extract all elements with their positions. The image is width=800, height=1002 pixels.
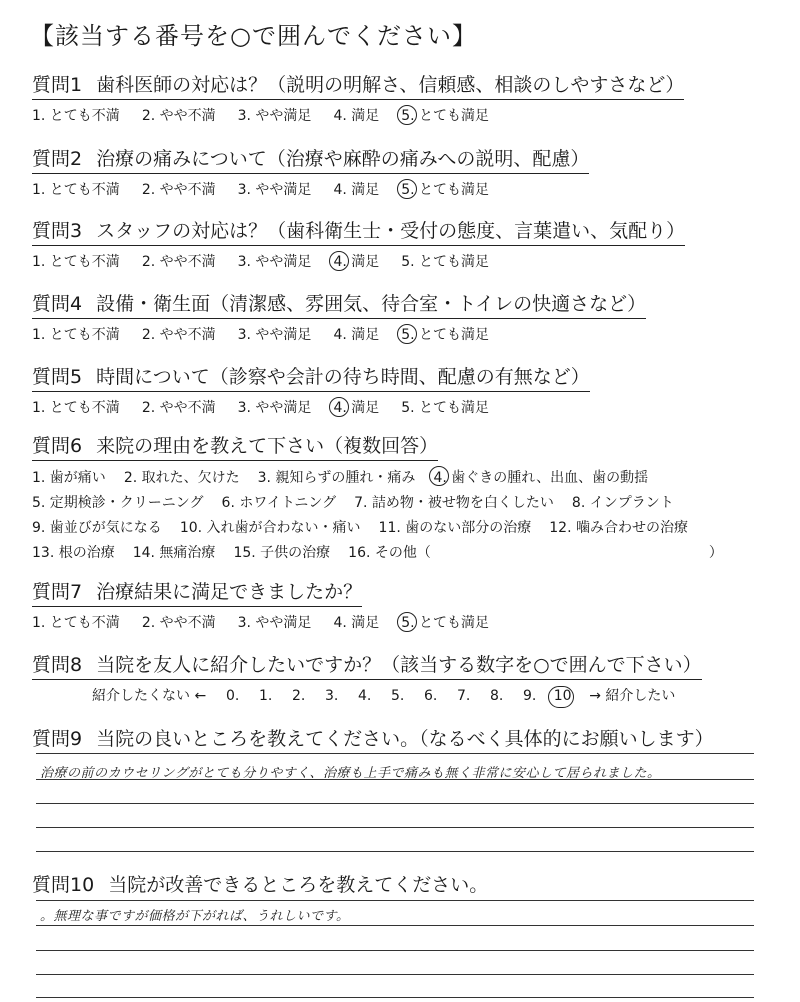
scale-right-label: → 紹介したい <box>589 688 676 704</box>
answer-line[interactable] <box>36 997 754 998</box>
option-4[interactable]: 4. 満足 <box>333 615 380 631</box>
question-title <box>32 650 702 680</box>
reason-option[interactable]: 14. 無痛治療 <box>132 545 216 561</box>
reason-option[interactable]: 6. ホワイトニング <box>221 495 337 511</box>
option-5-selected[interactable]: 5. とても満足 <box>401 105 489 127</box>
question-text: 歯科医師の対応は？（説明の明解さ、信頼感、相談のしやすさなど） <box>96 74 685 96</box>
scale-4[interactable]: 4. <box>358 688 372 704</box>
option-3[interactable]: 3. やや満足 <box>237 182 312 198</box>
scale-2[interactable]: 2. <box>292 688 306 704</box>
question-9 <box>32 724 772 753</box>
question-text: 時間について（診察や会計の待ち時間、配慮の有無など） <box>96 366 590 388</box>
question-number: 質問9 <box>32 728 83 750</box>
question-number: 質問6 <box>32 435 83 457</box>
question-text: 来院の理由を教えて下さい（複数回答） <box>96 435 439 457</box>
option-2[interactable]: 2. やや不満 <box>141 327 216 343</box>
option-3[interactable]: 3. やや満足 <box>237 615 312 631</box>
reason-row <box>32 516 772 541</box>
option-4[interactable]: 4. 満足 <box>333 182 380 198</box>
rating-options <box>32 612 772 634</box>
reason-option-selected[interactable]: 4. 歯ぐきの腫れ、出血、歯の動揺 <box>433 466 648 491</box>
reason-row <box>32 466 772 491</box>
question-3 <box>32 216 772 273</box>
scale-3[interactable]: 3. <box>325 688 339 704</box>
reason-option[interactable]: 2. 取れた、欠けた <box>123 470 240 486</box>
rating-options <box>32 105 772 127</box>
option-3[interactable]: 3. やや満足 <box>237 254 312 270</box>
question-6 <box>32 431 772 566</box>
question-title <box>32 724 714 753</box>
scale-8[interactable]: 8. <box>490 688 504 704</box>
question-number: 質問7 <box>32 581 83 603</box>
question-title <box>32 216 685 246</box>
option-1[interactable]: 1. とても不満 <box>32 327 120 343</box>
rating-options <box>32 397 772 419</box>
reason-row <box>32 491 772 516</box>
option-2[interactable]: 2. やや不満 <box>141 615 216 631</box>
scale-5[interactable]: 5. <box>391 688 405 704</box>
question-2 <box>32 144 772 201</box>
scale-9[interactable]: 9. <box>523 688 537 704</box>
recommend-scale <box>82 685 772 705</box>
question-text: 当院の良いところを教えてください。（なるべく具体的にお願いします） <box>96 728 714 750</box>
question-number: 質問2 <box>32 148 83 170</box>
question-number: 質問1 <box>32 74 83 96</box>
answer-line[interactable] <box>36 827 754 828</box>
reason-option[interactable]: 15. 子供の治療 <box>233 545 331 561</box>
question-8 <box>32 650 772 705</box>
answer-line[interactable] <box>36 851 754 852</box>
option-3[interactable]: 3. やや満足 <box>237 327 312 343</box>
question-title <box>32 431 438 461</box>
question-title <box>32 362 590 392</box>
option-2[interactable]: 2. やや不満 <box>141 108 216 124</box>
question-title <box>32 870 488 899</box>
question-text: 当院が改善できるところを教えてください。 <box>108 874 489 896</box>
option-5[interactable]: 5. とても満足 <box>401 400 490 416</box>
handwritten-answer-10: 。無理な事ですが価格が下がれば、うれしいです。 <box>40 909 350 924</box>
reason-option[interactable]: 12. 噛み合わせの治療 <box>549 520 688 536</box>
scale-7[interactable]: 7. <box>457 688 471 704</box>
answer-line[interactable] <box>36 753 754 754</box>
option-2[interactable]: 2. やや不満 <box>141 254 216 270</box>
reason-option[interactable]: 8. インプラント <box>571 495 674 511</box>
reason-option[interactable]: 1. 歯が痛い <box>32 470 106 486</box>
option-2[interactable]: 2. やや不満 <box>141 400 216 416</box>
option-5-selected[interactable]: 5. とても満足 <box>401 324 489 346</box>
option-2[interactable]: 2. やや不満 <box>141 182 216 198</box>
answer-line[interactable] <box>36 779 754 780</box>
option-5-selected[interactable]: 5. とても満足 <box>401 612 489 634</box>
question-text: 当院を友人に紹介したいですか？（該当する数字を○で囲んで下さい） <box>96 654 702 676</box>
answer-line[interactable] <box>36 950 754 951</box>
option-3[interactable]: 3. やや満足 <box>237 108 312 124</box>
reason-option-other[interactable]: 16. その他（ <box>348 545 431 561</box>
question-number: 質問10 <box>32 874 95 896</box>
question-title <box>32 577 362 607</box>
question-10 <box>32 870 772 899</box>
question-5 <box>32 362 772 419</box>
option-5-selected[interactable]: 5. とても満足 <box>401 179 489 201</box>
scale-10-selected[interactable]: 10 <box>546 688 579 704</box>
option-1[interactable]: 1. とても不満 <box>32 108 120 124</box>
option-5[interactable]: 5. とても満足 <box>401 254 490 270</box>
reason-option[interactable]: 13. 根の治療 <box>32 545 115 561</box>
question-title <box>32 144 589 174</box>
question-title <box>32 70 684 100</box>
rating-options <box>32 251 772 273</box>
question-text: 設備・衛生面（清潔感、雰囲気、待合室・トイレの快適さなど） <box>96 293 647 315</box>
option-4-selected[interactable]: 4. 満足 <box>333 397 379 419</box>
question-text: 治療結果に満足できましたか？ <box>96 581 363 603</box>
option-1[interactable]: 1. とても不満 <box>32 615 120 631</box>
scale-0[interactable]: 0. <box>226 688 240 704</box>
reason-option[interactable]: 5. 定期検診・クリーニング <box>32 495 204 511</box>
question-number: 質問8 <box>32 654 83 676</box>
rating-options <box>32 179 772 201</box>
rating-options <box>32 324 772 346</box>
option-4[interactable]: 4. 満足 <box>333 327 380 343</box>
option-1[interactable]: 1. とても不満 <box>32 254 120 270</box>
scale-6[interactable]: 6. <box>424 688 438 704</box>
question-1 <box>32 70 772 127</box>
reason-option[interactable]: 10. 入れ歯が合わない・痛い <box>179 520 361 536</box>
reason-option[interactable]: 9. 歯並びが気になる <box>32 520 162 536</box>
reason-option[interactable]: 7. 詰め物・被せ物を白くしたい <box>354 495 554 511</box>
question-number: 質問3 <box>32 220 83 242</box>
page-title: 【該当する番号を○で囲んでください】 <box>30 22 477 50</box>
question-7 <box>32 577 772 634</box>
option-4-selected[interactable]: 4. 満足 <box>333 251 379 273</box>
option-1[interactable]: 1. とても不満 <box>32 182 120 198</box>
question-number: 質問5 <box>32 366 83 388</box>
option-4[interactable]: 4. 満足 <box>333 108 380 124</box>
reason-option[interactable]: 11. 歯のない部分の治療 <box>378 520 532 536</box>
option-1[interactable]: 1. とても不満 <box>32 400 120 416</box>
option-3[interactable]: 3. やや満足 <box>237 400 312 416</box>
scale-left-label: 紹介したくない ← <box>92 688 207 704</box>
question-4 <box>32 289 772 346</box>
reason-option[interactable]: 3. 親知らずの腫れ・痛み <box>257 470 416 486</box>
paren-close: ） <box>708 545 723 561</box>
question-number: 質問4 <box>32 293 83 315</box>
reason-options <box>32 466 772 566</box>
scale-1[interactable]: 1. <box>259 688 273 704</box>
answer-line[interactable] <box>36 974 754 975</box>
reason-row <box>32 541 772 566</box>
handwritten-answer-9: 治療の前のカウセリングがとても分りやすく、治療も上手で痛みも無く非常に安心して居られました。 <box>40 766 661 781</box>
question-title <box>32 289 646 319</box>
question-text: スタッフの対応は？（歯科衛生士・受付の態度、言葉遣い、気配り） <box>96 220 686 242</box>
question-text: 治療の痛みについて（治療や麻酔の痛みへの説明、配慮） <box>96 148 590 170</box>
answer-line[interactable] <box>36 803 754 804</box>
answer-line[interactable] <box>36 900 754 901</box>
answer-line[interactable] <box>36 925 754 926</box>
